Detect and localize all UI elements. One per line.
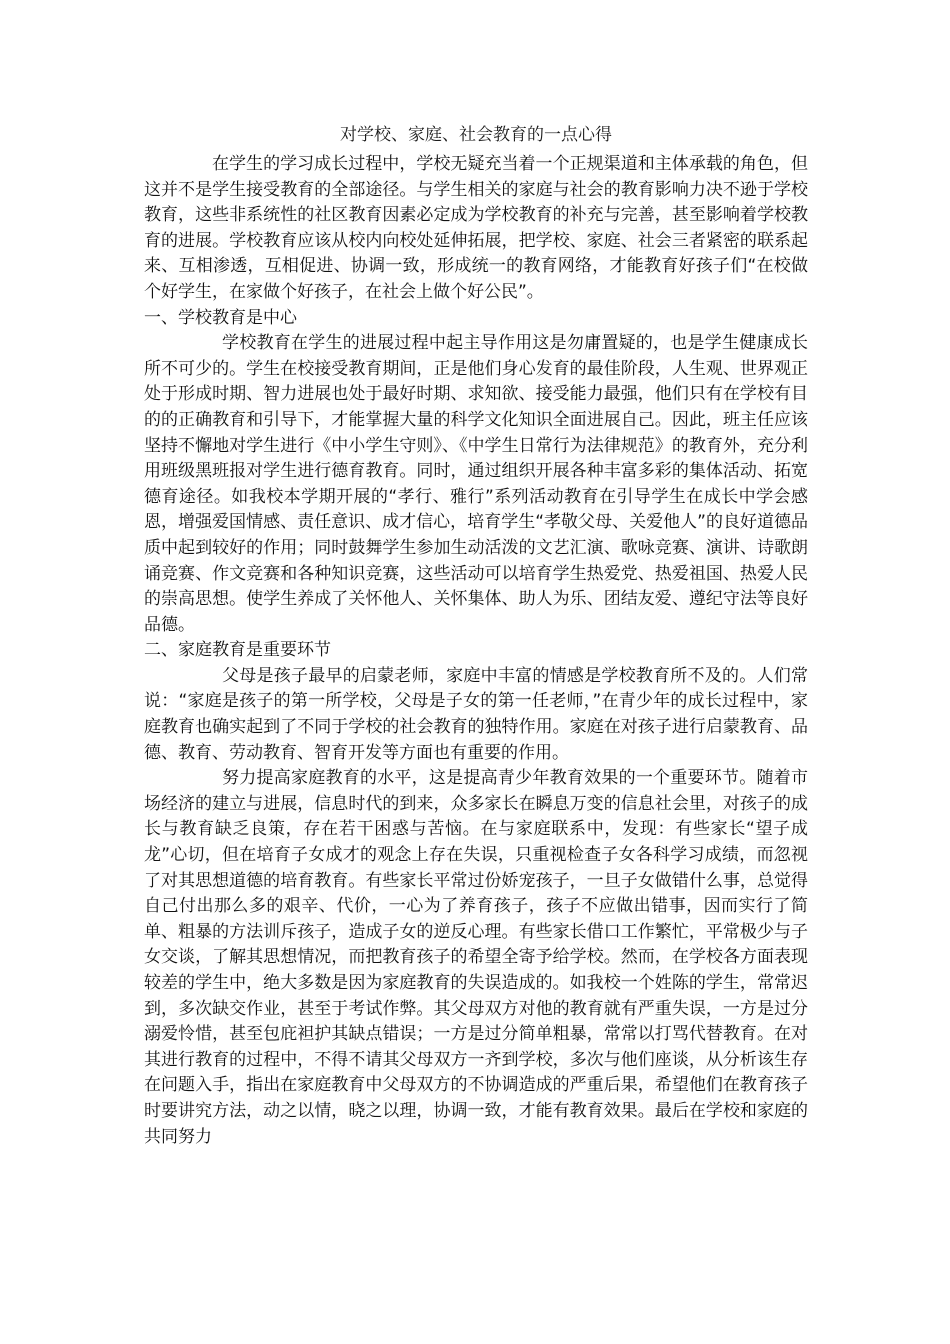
intro-paragraph: 在学生的学习成长过程中，学校无疑充当着一个正规渠道和主体承载的角色，但这并不是学生接受教育的全部途径。与学生相关的家庭与社会的教育影响力决不逊于学校教育，这些非系统性的社区教育因素必定成为学校教育的补充与完善，甚至影响着学校教育的进展。学校教育应该从校内向校处延伸拓展，把学校、家庭、社会三者紧密的联系起来、互相渗透，互相促进、协调一致，形成统一的教育网络，才能教育好孩子们“在校做个好学生，在家做个好孩子，在社会上做个好公民”。 (144, 154, 808, 302)
school-education-paragraph: 学校教育在学生的进展过程中起主导作用这是勿庸置疑的，也是学生健康成长所不可少的。学生在校接受教育期间，正是他们身心发育的最佳阶段，人生观、世界观正处于形成时期、智力进展也处于最好时期、求知欲、接受能力最强，他们只有在学校有目的的正确教育和引导下，才能掌握大量的科学文化知识全面进展自己。因此，班主任应该坚持不懈地对学生进行《中小学生守则》、《中学生日常行为法律规范》的教育外，充分利用班级黑班报对学生进行德育教育。同时，通过组织开展各种丰富多彩的集体活动、拓宽德育途径。如我校本学期开展的“孝行、雅行”系列活动教育在引导学生在成长中学会感恩，增强爱国情感、责任意识、成才信心，培育学生“孝敬父母、关爱他人”的良好道德品质中起到较好的作用；同时鼓舞学生参加生动活泼的文艺汇演、歌咏竞赛、演讲、诗歌朗诵竞赛、作文竞赛和各种知识竞赛，这些活动可以培育学生热爱党、热爱祖国、热爱人民的崇高思想。使学生养成了关怀他人、关怀集体、助人为乐、团结友爱、遵纪守法等良好品德。 (144, 333, 808, 635)
family-education-paragraph-1: 父母是孩子最早的启蒙老师，家庭中丰富的情感是学校教育所不及的。人们常说：“家庭是孩子的第一所学校，父母是子女的第一任老师，”在青少年的成长过程中，家庭教育也确实起到了不同于学校的社会教育的独特作用。家庭在对孩子进行启蒙教育、品德、教育、劳动教育、智育开发等方面也有重要的作用。 (144, 665, 808, 763)
family-education-paragraph-2: 努力提高家庭教育的水平，这是提高青少年教育效果的一个重要环节。随着市场经济的建立与进展，信息时代的到来，众多家长在瞬息万变的信息社会里，对孩子的成长与教育缺乏良策，存在若干困惑与苦恼。在与家庭联系中，发现：有些家长“望子成龙”心切，但在培育子女成才的观念上存在失误，只重视检查子女各科学习成绩，而忽视了对其思想道德的培育教育。有些家长平常过份娇宠孩子，一旦子女做错什么事，总觉得自己付出那么多的艰辛、代价，一心为了养育孩子，孩子不应做出错事，因而实行了简单、粗暴的方法训斥孩子，造成子女的逆反心理。有些家长借口工作繁忙，平常极少与子女交谈，了解其思想情况，而把教育孩子的希望全寄予给学校。然而，在学校各方面表现较差的学生中，绝大多数是因为家庭教育的失误造成的。如我校一个姓陈的学生，常常迟到，多次缺交作业，甚至于考试作弊。其父母双方对他的教育就有严重失误，一方是过分溺爱怜惜，甚至包庇袒护其缺点错误；一方是过分简单粗暴，常常以打骂代替教育。在对其进行教育的过程中，不得不请其父母双方一齐到学校，多次与他们座谈，从分析该生存在问题入手，指出在家庭教育中父母双方的不协调造成的严重后果，希望他们在教育孩子时要讲究方法，动之以情，晓之以理，协调一致，才能有教育效果。最后在学校和家庭的共同努力 (144, 768, 808, 1147)
document-title: 对学校、家庭、社会教育的一点心得 (340, 125, 612, 145)
section-heading-school: 一、学校教育是中心 (144, 307, 297, 328)
section-heading-family: 二、家庭教育是重要环节 (144, 640, 331, 661)
document-page (144, 120, 808, 1150)
